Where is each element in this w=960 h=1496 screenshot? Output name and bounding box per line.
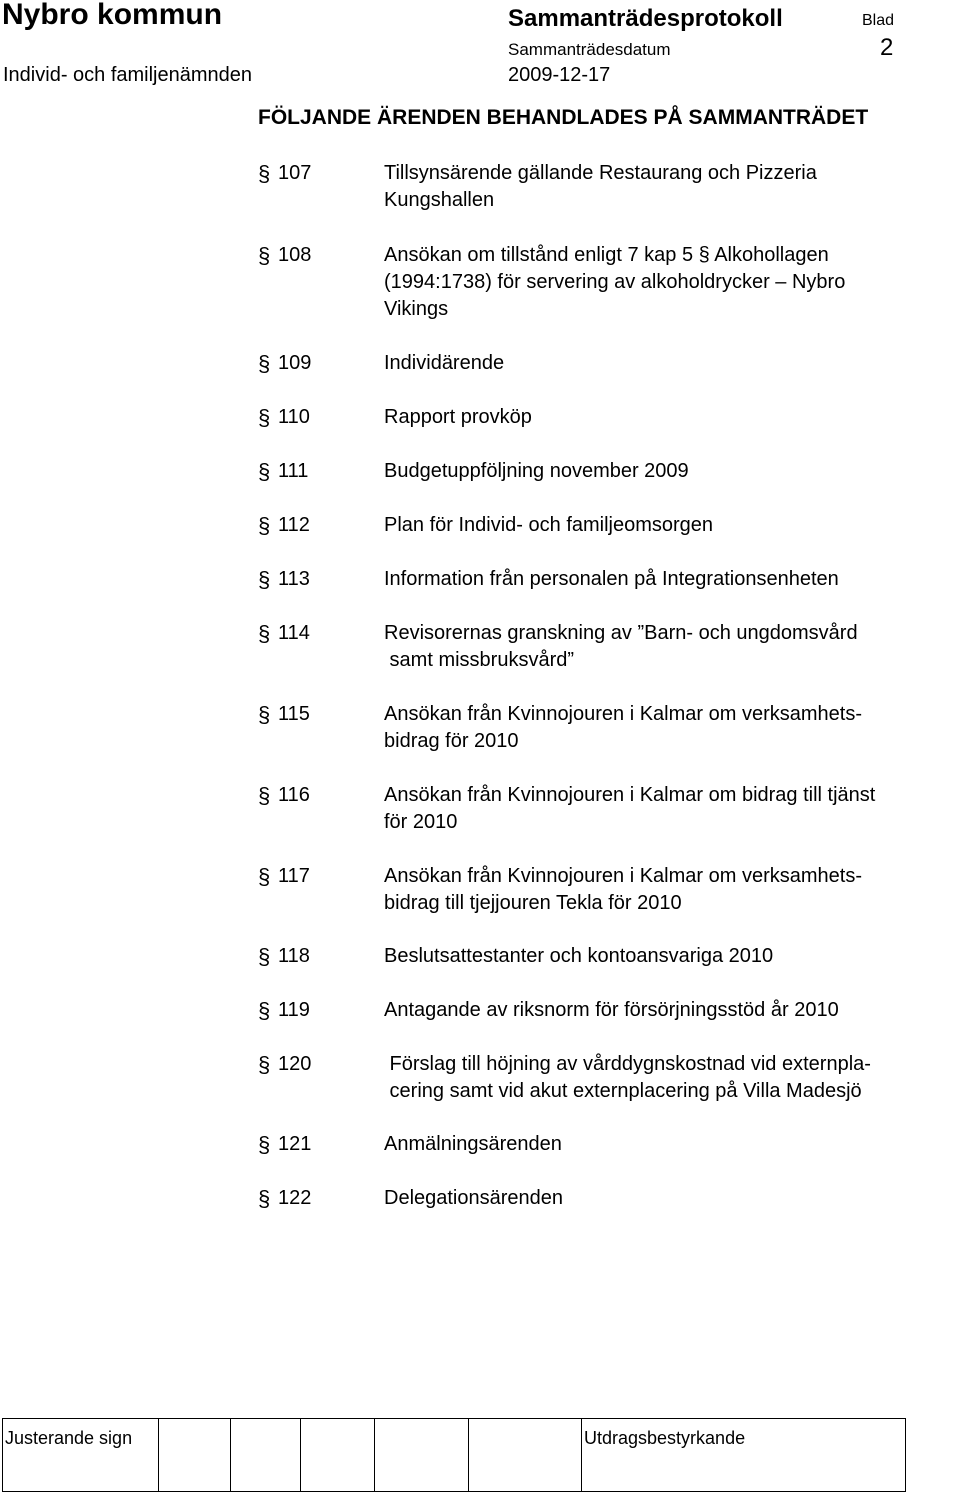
section-symbol: § [258, 783, 271, 808]
item-text [384, 350, 504, 377]
section-symbol: § [258, 621, 271, 646]
committee-name: Individ- och familjenämnden [3, 64, 253, 86]
section-symbol: § [258, 944, 271, 969]
item-text [384, 458, 689, 485]
item-text [384, 160, 817, 214]
section-symbol: § [258, 513, 271, 538]
item-number: 108 [278, 244, 312, 266]
agenda-heading: FÖLJANDE ÄRENDEN BEHANDLADES PÅ SAMMANTRÄDET [258, 106, 869, 129]
item-number: 118 [278, 945, 310, 967]
section-symbol: § [258, 351, 271, 376]
item-text [384, 242, 845, 323]
item-text-line: Ansökan från Kvinnojouren i Kalmar om verksamhets- [384, 865, 862, 887]
item-number: 115 [278, 703, 310, 725]
item-text-line: Ansökan om tillstånd enligt 7 kap 5 § Alkohollagen [384, 244, 829, 266]
item-text [384, 701, 862, 755]
item-text [384, 1131, 562, 1158]
item-text [384, 863, 862, 917]
item-text [384, 620, 858, 674]
item-text [384, 404, 532, 431]
item-text [384, 1051, 871, 1105]
item-number: 121 [278, 1133, 312, 1155]
item-text-line: bidrag för 2010 [384, 730, 519, 752]
item-text-line: Information från personalen på Integrationsenheten [384, 568, 839, 590]
item-text [384, 997, 839, 1024]
item-text-line: Tillsynsärende gällande Restaurang och Pizzeria [384, 162, 817, 184]
item-text [384, 782, 875, 836]
item-number: 114 [278, 622, 310, 644]
item-text-line: för 2010 [384, 811, 458, 833]
signature-box [375, 1419, 469, 1491]
item-text [384, 943, 773, 970]
item-text-line: Delegationsärenden [384, 1187, 564, 1209]
item-text-line: cering samt vid akut externplacering på Villa Madesjö [384, 1080, 862, 1102]
section-symbol: § [258, 702, 271, 727]
section-symbol: § [258, 864, 271, 889]
item-number: 109 [278, 352, 312, 374]
item-number: 119 [278, 999, 310, 1021]
item-text-line: samt missbruksvård” [384, 649, 575, 671]
section-symbol: § [258, 243, 271, 268]
item-text-line: Vikings [384, 298, 449, 320]
section-symbol: § [258, 1186, 271, 1211]
signature-box [301, 1419, 375, 1491]
section-symbol: § [258, 459, 271, 484]
item-text-line: Förslag till höjning av vårddygnskostnad vid externpla- [384, 1053, 871, 1075]
utdrag-label: Utdragsbestyrkande [584, 1428, 746, 1448]
signature-footer [2, 1418, 906, 1492]
page-label: Blad [862, 12, 895, 29]
item-number: 120 [278, 1053, 312, 1075]
item-number: 110 [278, 406, 310, 428]
page-number: 2 [880, 34, 894, 61]
item-number: 107 [278, 162, 312, 184]
item-text-line: Anmälningsärenden [384, 1133, 562, 1155]
item-number: 111 [278, 460, 309, 482]
item-text-line: Plan för Individ- och familjeomsorgen [384, 514, 714, 536]
item-text [384, 512, 713, 539]
item-text [384, 1185, 563, 1212]
item-text-line: (1994:1738) för servering av alkoholdrycker – Nybro [384, 271, 846, 293]
item-text-line: bidrag till tjejjouren Tekla för 2010 [384, 892, 682, 914]
section-symbol: § [258, 405, 271, 430]
item-number: 122 [278, 1187, 312, 1209]
section-symbol: § [258, 567, 271, 592]
item-text-line: Beslutsattestanter och kontoansvariga 2010 [384, 945, 774, 967]
section-symbol: § [258, 998, 271, 1023]
item-number: 116 [278, 784, 310, 806]
section-symbol: § [258, 1132, 271, 1157]
signature-box [159, 1419, 231, 1491]
item-text-line: Ansökan från Kvinnojouren i Kalmar om bidrag till tjänst [384, 784, 876, 806]
item-text-line: Antagande av riksnorm för försörjningsstöd år 2010 [384, 999, 839, 1021]
signature-box [469, 1419, 582, 1491]
organization-name: Nybro kommun [2, 0, 223, 31]
item-text-line: Ansökan från Kvinnojouren i Kalmar om verksamhets- [384, 703, 862, 725]
item-number: 117 [278, 865, 310, 887]
item-text-line: Rapport provköp [384, 406, 532, 428]
document-title: Sammanträdesprotokoll [508, 5, 783, 32]
section-symbol: § [258, 1052, 271, 1077]
item-text [384, 566, 839, 593]
item-text-line: Kungshallen [384, 189, 495, 211]
item-number: 113 [278, 568, 310, 590]
item-text-line: Budgetuppföljning november 2009 [384, 460, 689, 482]
signature-box [231, 1419, 301, 1491]
section-symbol: § [258, 161, 271, 186]
item-text-line: Revisorernas granskning av ”Barn- och ungdomsvård [384, 622, 858, 644]
justering-cell [3, 1419, 159, 1491]
utdrag-cell [582, 1419, 905, 1491]
date-label: Sammanträdesdatum [508, 40, 671, 59]
item-number: 112 [278, 514, 310, 536]
item-text-line: Individärende [384, 352, 505, 374]
meeting-date: 2009-12-17 [508, 64, 611, 86]
justering-label: Justerande sign [5, 1428, 133, 1448]
